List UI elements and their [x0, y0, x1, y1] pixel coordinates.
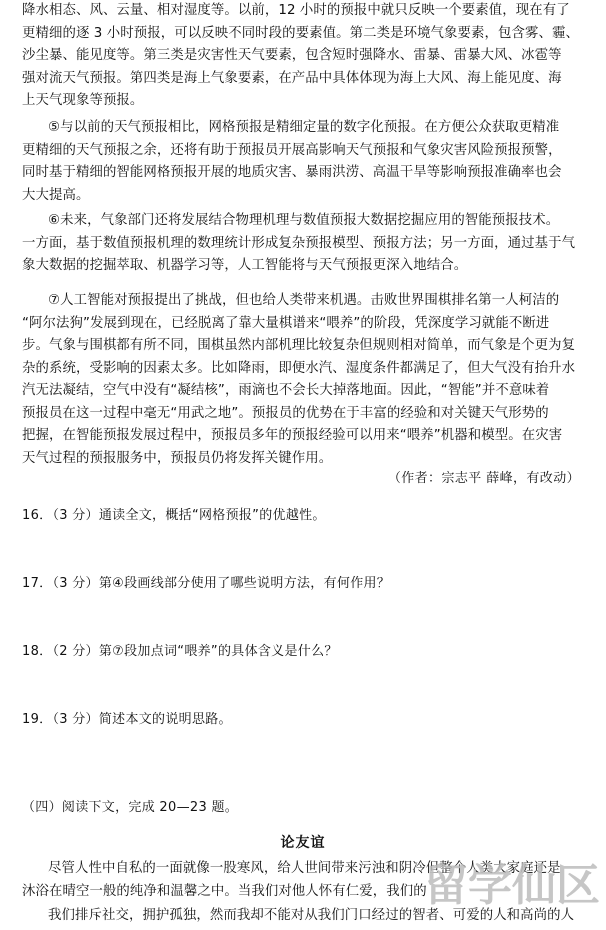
text-line: “阿尔法狗”发展到现在，已经脱离了靠大量棋谱来“喂养”的阶段，凭深度学习就能不断进 [22, 315, 550, 331]
text-line: 尽管人性中自私的一面就像一股寒风，给人世间带来污浊和阴冷但整个人类大家庭还是 [48, 861, 561, 876]
text-line: 把握，在智能预报发展过程中，预报员多年的预报经验可以用来“喂养”机器和模型。在灾害 [22, 428, 563, 443]
text-line: ⑥未来，气象部门还将发展结合物理机理与数值预报大数据挖掘应用的智能预报技术。 [48, 213, 560, 228]
text-line: 一方面，基于数值预报机理的数理统计形成复杂预报模型、预报方法；另一方面，通过基于气 [22, 235, 576, 251]
text-line: 杂的系统，受影响的因素太多。比如降雨，即便水汽、湿度条件都满足了，但大气没有抬升水 [22, 360, 576, 376]
watermark-text: 留学仙区 [424, 860, 600, 911]
text-line: 沐浴在晴空一般的纯净和温馨之中。当我们对他人怀有仁爱，我们的 [22, 883, 427, 899]
watermark-logo [420, 848, 606, 918]
text-line: 步。气象与围棋都有所不同，围棋虽然内部机理比较复杂但规则相对简单，而气象是个更为复 [22, 338, 576, 353]
text-line: 天气过程的预报服务中，预报员仍将发挥关键作用。 [22, 450, 333, 466]
text-line: 降水相态、风、云量、相对湿度等。以前，12 小时的预报中就只反映一个要素值，现在有了 [22, 3, 570, 18]
text-line: 象大数据的挖掘萃取、机器学习等，人工智能将与天气预报更深入地结合。 [22, 258, 468, 273]
paragraph-5 [22, 117, 582, 207]
text-line: 沙尘暴、能见度等。第三类是灾害性天气要素，包含短时强降水、雷暴、雷暴大风、冰雹等 [22, 48, 562, 63]
paragraph-6 [22, 210, 582, 278]
text-line: 上天气现象等预报。 [22, 93, 144, 108]
section-four-heading: （四）阅读下文，完成 20—23 题。 [22, 800, 239, 815]
question-19: 19．（3 分）简述本文的说明思路。 [22, 712, 232, 727]
question-18: 18．（2 分）第⑦段加点词“喂养”的具体含义是什么？ [22, 644, 338, 659]
text-line: 大大提高。 [22, 187, 90, 203]
text-line: ⑤与以前的天气预报相比，网格预报是精细定量的数字化预报。在方便公众获取更精准 [48, 120, 560, 135]
essay-title: 论友谊 [280, 835, 326, 851]
text-line: 汽无法凝结，空气中没有“凝结核”，雨滴也不会长大掉落地面。因此，“智能”并不意味着 [22, 383, 550, 398]
paragraph-7 [22, 290, 582, 470]
text-line: 强对流天气预报。第四类是海上气象要素，在产品中具体体现为海上大风、海上能见度、海 [22, 70, 562, 86]
text-line: 更精细的逐 3 小时预报，可以反映不同时段的要素值。第二类是环境气象要素，包含雾、霾、 [22, 25, 579, 41]
question-17: 17．（3 分）第④段画线部分使用了哪些说明方法，有何作用？ [22, 576, 391, 591]
author-credit: （作者：宗志平 薛峰，有改动） [387, 471, 580, 486]
text-line: ⑦人工智能对预报提出了挑战，但也给人类带来机遇。击败世界围棋排名第一人柯洁的 [48, 293, 560, 308]
question-16: 16．（3 分）通读全文，概括“网格预报”的优越性。 [22, 508, 326, 523]
paragraph-weather-elements [22, 0, 582, 113]
text-line: 更精细的天气预报之余，还将有助于预报员开展高影响天气预报和气象灾害风险预报预警， [22, 142, 562, 158]
text-line: 我们排斥社交，拥护孤独，然而我却不能对从我们门口经过的智者、可爱的人和高尚的人 [48, 908, 575, 923]
text-line: 同时基于精细的智能网格预报开展的地质灾害、暴雨洪涝、高温干旱等影响预报准确率也会 [22, 165, 562, 180]
text-line: 预报员在这一过程中毫无“用武之地”。预报员的优势在于丰富的经验和对关键天气形势的 [22, 405, 549, 421]
site-watermark [420, 848, 606, 918]
